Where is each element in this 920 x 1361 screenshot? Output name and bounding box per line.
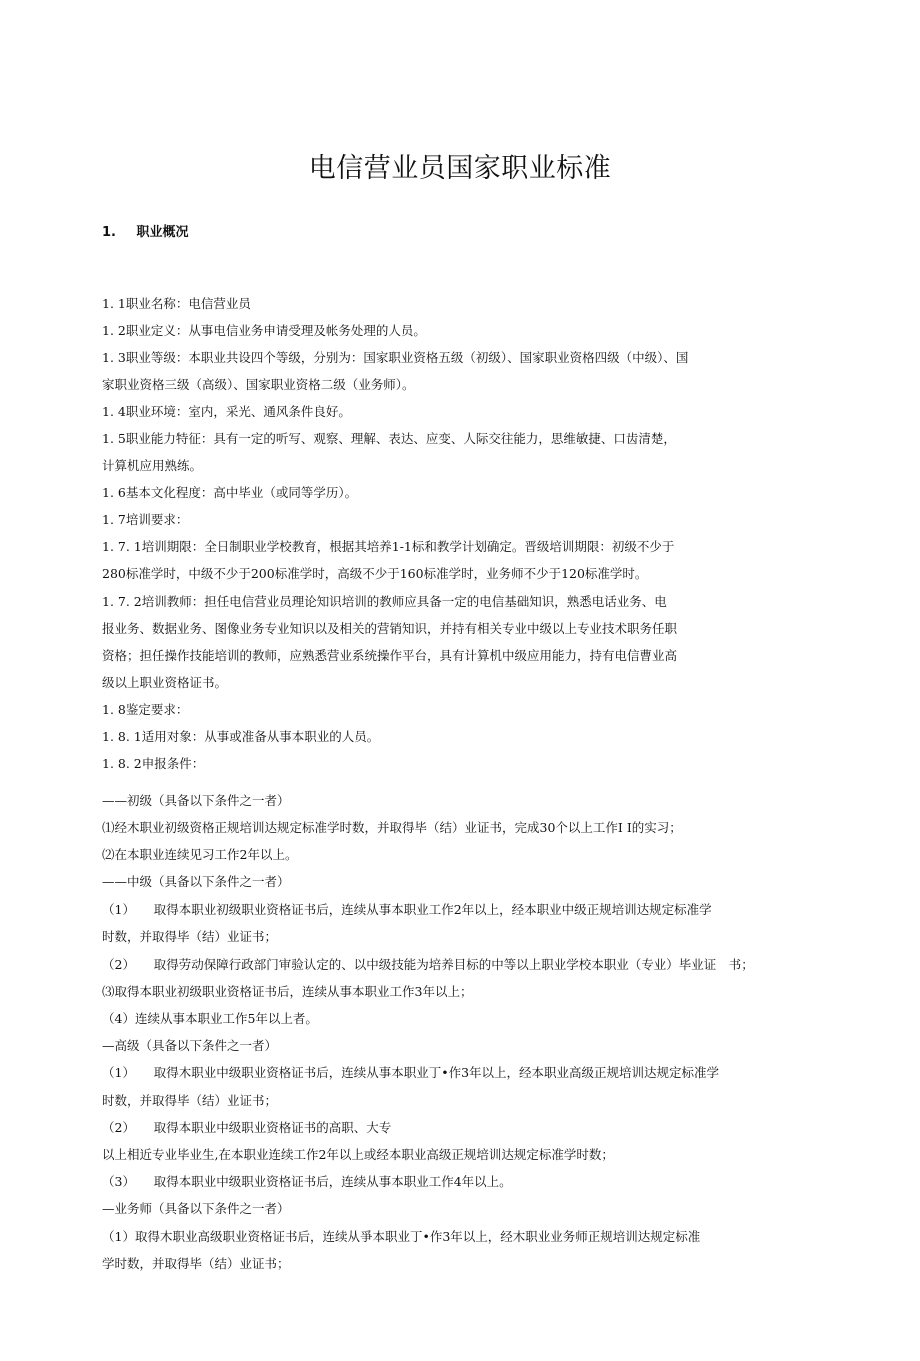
text-line: （1）取得木职业高级职业资格证书后，连续从爭本职业丁•作3年以上，经木职业业务师正规培训达规定标准 (102, 1229, 701, 1244)
text-line: 时数，并取得毕（结）业证书； (102, 1093, 278, 1108)
text-line: （1） 取得本职业初级职业资格证书后，连续从事本职业工作2年以上，经本职业中级正规培训达规定标准学 (102, 902, 712, 917)
text-line: 1. 7培训要求： (102, 512, 189, 527)
text-line: 计算机应用熟练。 (102, 458, 203, 473)
text-line: （1） 取得木职业中级职业资格证书后，连续从事本职业丁•作3年以上，经本职业高级正规培训达规定标准学 (102, 1065, 720, 1080)
text-line: 1. 5职业能力特征：具有一定的听写、观察、理解、表达、应变、人际交往能力，思维敏捷、口齿清楚， (102, 431, 676, 446)
text-line: 1. 2职业定义：从事电信业务申请受理及帐务处理的人员。 (102, 323, 426, 338)
text-line: 1. 7. 2培训教师：担任电信营业员理论知识培训的教师应具备一定的电信基础知识，熟悉电话业务、电 (102, 594, 667, 609)
text-line: 1. 1职业名称：电信营业员 (102, 296, 251, 311)
text-line: （2） 取得劳动保障行政部门审验认定的、以中级技能为培养目标的中等以上职业学校本职业（专业）毕业证 书； (102, 957, 754, 972)
text-line: 1. 8. 2申报条件： (102, 756, 205, 771)
text-line: ⑵在本职业连续见习工作2年以上。 (102, 847, 298, 862)
text-line: 资格；担任操作技能培训的教师，应熟悉营业系统操作平台，具有计算机中级应用能力，持有电信曹业高 (102, 648, 678, 663)
text-line: （2） 取得本职业中级职业资格证书的高职、大专 (102, 1120, 392, 1135)
text-line: 1. 3职业等级：本职业共设四个等级，分别为：国家职业资格五级（初级）、国家职业资格四级（中级）、国 (102, 350, 689, 365)
text-line: （3） 取得本职业中级职业资格证书后，连续从事本职业工作4年以上。 (102, 1174, 512, 1189)
text-line: 家职业资格三级（高级）、国家职业资格二级（业务师）。 (102, 377, 415, 392)
section-label: 职业概况 (136, 225, 189, 240)
text-line: 280标准学时，中级不少于200标准学时，高级不少于160标准学时，业务师不少于120标准学时。 (102, 566, 648, 581)
text-line: —业务师（具备以下条件之一者） (102, 1201, 290, 1216)
section-number: 1. (102, 225, 116, 240)
text-line: 以上相近专业毕业生,在本职业连续工作2年以上或经本职业高级正规培训达规定标准学时数； (102, 1147, 614, 1162)
text-line: 1. 8. 1适用对象：从事或准备从事本职业的人员。 (102, 729, 380, 744)
section-heading (102, 221, 189, 240)
text-line: 1. 6基本文化程度：高中毕业（或同等学历）。 (102, 485, 358, 500)
text-line: ——初级（具备以下条件之一者） (102, 793, 290, 808)
text-line: ⑴经木职业初级资格正规培训达规定标准学时数，并取得毕（结）业证书，完成30个以上工作I I的实习； (102, 820, 682, 835)
text-line: 时数，并取得毕（结）业证书； (102, 929, 278, 944)
document-title: 电信营业员国家职业标准 (308, 153, 612, 184)
text-line: ⑶取得本职业初级职业资格证书后，连续从事本职业工作3年以上； (102, 984, 473, 999)
text-line: ——中级（具备以下条件之一者） (102, 874, 290, 889)
text-line: 1. 8鉴定要求： (102, 702, 189, 717)
text-line: 1. 4职业环境：室内，采光、通风条件良好。 (102, 404, 351, 419)
text-line: 级以上职业资格证书。 (102, 675, 228, 690)
text-line: （4）连续从事本职业工作5年以上者。 (102, 1011, 318, 1026)
text-line: 报业务、数据业务、图像业务专业知识以及相关的营销知识，并持有相关专业中级以上专业技术职务任职 (102, 621, 678, 636)
text-line: 学时数，并取得毕（结）业证书； (102, 1256, 290, 1271)
text-line: —高级（具备以下条件之一者） (102, 1038, 278, 1053)
text-line: 1. 7. 1培训期限：全日制职业学校教育，根据其培养1-1标和教学计划确定。晋级培训期限：初级不少于 (102, 539, 675, 554)
